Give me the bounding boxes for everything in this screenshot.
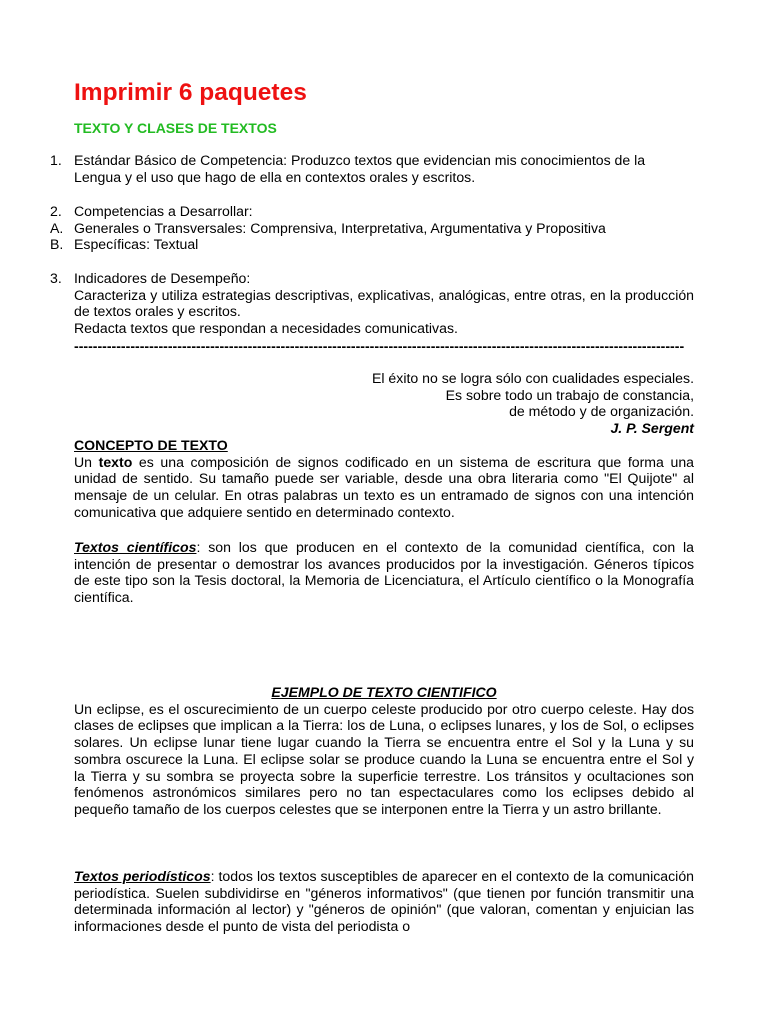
list-marker: 3. <box>50 270 62 286</box>
section-heading: Textos científicos <box>74 539 197 555</box>
section-heading: EJEMPLO DE TEXTO CIENTIFICO <box>271 684 497 700</box>
quote-line: de método y de organización. <box>509 403 694 420</box>
paragraph-text: : todos los textos susceptibles de aparecer en el contexto de la comunicación periodística. Suelen subdividirse en "géneros informativos" (que tienen por función transmitir una determinada información al lector) y "géneros de opinión" (que valoran, comentan y enjuician las informaciones desde el punto de vista del periodista o <box>74 868 694 935</box>
quote-line: Es sobre todo un trabajo de constancia, <box>445 386 694 403</box>
cientificos-paragraph <box>74 539 694 606</box>
list-item-1 <box>50 152 694 185</box>
list-item-text: Específicas: Textual <box>74 236 199 253</box>
list-item-text: Generales o Transversales: Comprensiva, Interpretativa, Argumentativa y Propositiva <box>74 219 606 236</box>
periodisticos-section <box>74 868 694 935</box>
list-item-text: Indicadores de Desempeño: <box>74 270 251 286</box>
indicator-paragraph: Caracteriza y utiliza estrategias descriptivas, explicativas, analógicas, entre otras, en la producción de textos orales y escritos. <box>74 286 694 320</box>
bold-term: texto <box>98 453 133 470</box>
list-marker: 2. <box>50 203 62 219</box>
list-item-3 <box>50 270 694 337</box>
concepto-section <box>74 437 694 521</box>
paragraph-text: es una composición de signos codificado en un sistema de escritura que forma una unidad de sentido. Su tamaño puede ser variable, desde una obra literaria como "El Quijote" al mensaje de un celular. En otras palabras un texto es un entramado de signos con una intención comunicativa que adquiere sentido en determinado contexto. <box>74 453 694 520</box>
document-subtitle: TEXTO Y CLASES DE TEXTOS <box>74 120 277 136</box>
ejemplo-section <box>74 684 694 818</box>
list-item-text: Competencias a Desarrollar: <box>74 203 253 219</box>
section-heading: CONCEPTO DE TEXTO <box>74 437 228 453</box>
paragraph-text: Un <box>74 453 99 470</box>
list-marker: B. <box>50 236 64 253</box>
document-title: Imprimir 6 paquetes <box>74 79 307 106</box>
quote-line: El éxito no se logra sólo con cualidades especiales. <box>371 370 694 386</box>
list-marker: 1. <box>50 152 62 168</box>
indicator-paragraph: Redacta textos que respondan a necesidades comunicativas. <box>74 320 458 337</box>
cientificos-section <box>74 539 694 606</box>
paragraph-text: : son los que producen en el contexto de la comunidad científica, con la intención de presentar o demostrar los avances producidos por la investigación. Géneros típicos de este tipo son la Tesis doctoral, la Memoria de Licenciatura, el Artículo científico o la Monografía científica. <box>74 539 694 606</box>
dashed-separator: ---------------------------------------------------------------------------------------------------------------------------------- <box>74 338 685 354</box>
list-item-text: Estándar Básico de Competencia: Produzco textos que evidencian mis conocimientos de la Lengua y el uso que hago de ella en contextos orales y escritos. <box>74 152 646 185</box>
section-heading: Textos periodísticos <box>74 868 211 884</box>
ejemplo-paragraph: Un eclipse, es el oscurecimiento de un cuerpo celeste producido por otro cuerpo celeste. Hay dos clases de eclipses que implican a la Tierra: los de Luna, o eclipses lunares, y los de Sol, o eclipses solares. Un eclipse lunar tiene lugar cuando la Tierra se encuentra entre el Sol y la Luna y su sombra oscurece la Luna. El eclipse solar se produce cuando la Luna se encuentra entre el Sol y la Tierra y su sombra se proyecta sobre la superficie terrestre. Los tránsitos y ocultaciones son fenómenos astronómicos similares pero no tan espectaculares como los eclipses debido al pequeño tamaño de los cuerpos celestes que se interponen entre la Tierra y un astro brillante. <box>74 700 694 817</box>
periodisticos-paragraph <box>74 868 694 935</box>
quote-block <box>74 370 694 437</box>
concepto-paragraph <box>74 454 694 521</box>
quote-author: J. P. Sergent <box>610 420 694 437</box>
list-item-2 <box>50 203 694 253</box>
list-marker: A. <box>50 219 64 236</box>
